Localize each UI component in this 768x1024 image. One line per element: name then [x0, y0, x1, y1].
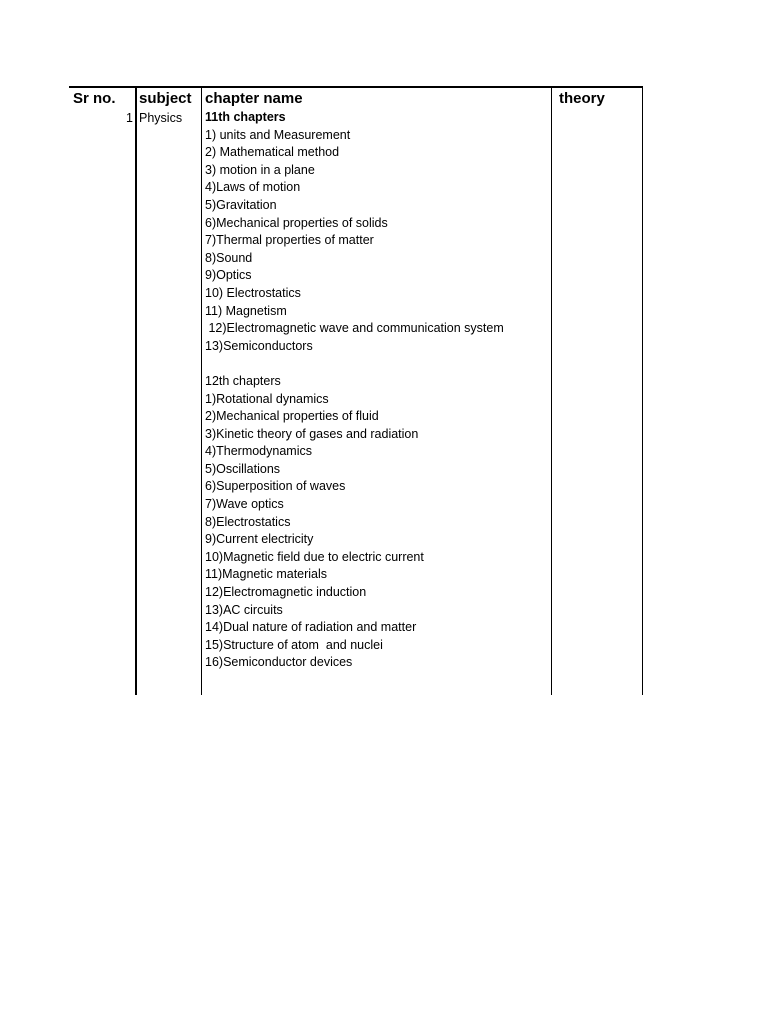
chapter-item: 8)Electrostatics — [205, 514, 291, 529]
header-chapter-name: chapter name — [205, 90, 303, 107]
chapter-item: 16)Semiconductor devices — [205, 655, 353, 670]
chapter-item: 2) Mathematical method — [205, 145, 340, 160]
chapter-item: 10) Electrostatics — [205, 285, 301, 300]
chapter-item: 5)Oscillations — [205, 461, 281, 476]
chapter-item: 8)Sound — [205, 250, 253, 265]
header-subject: subject — [139, 90, 192, 107]
chapter-item: 12)Electromagnetic induction — [205, 585, 367, 600]
chapter-item: 7)Wave optics — [205, 497, 284, 512]
chapter-item: 14)Dual nature of radiation and matter — [205, 620, 417, 635]
column-divider-subject-chapter — [201, 87, 202, 695]
chapter-item: 11th chapters — [205, 110, 286, 124]
chapter-item: 3) motion in a plane — [205, 162, 315, 177]
chapter-item: 12th chapters — [205, 373, 281, 388]
header-theory: theory — [559, 90, 605, 107]
row-subject: Physics — [139, 111, 183, 125]
chapter-item: 9)Current electricity — [205, 532, 314, 547]
chapter-item: 12)Electromagnetic wave and communication system — [205, 321, 504, 336]
column-divider-theory-end — [642, 87, 643, 695]
chapter-item: 15)Structure of atom and nuclei — [205, 637, 383, 652]
chapter-item: 4)Thermodynamics — [205, 444, 312, 459]
chapter-item: 11)Magnetic materials — [205, 567, 328, 582]
chapter-item: 11) Magnetism — [205, 303, 287, 318]
row-sr-no: 1 — [126, 111, 133, 125]
chapter-item: 6)Mechanical properties of solids — [205, 215, 388, 230]
chapter-list — [205, 109, 549, 672]
column-divider-srno-subject — [135, 87, 137, 695]
table-top-border — [69, 86, 643, 88]
chapter-item: 4)Laws of motion — [205, 180, 301, 195]
chapter-item: 6)Superposition of waves — [205, 479, 346, 494]
chapter-item: 5)Gravitation — [205, 197, 277, 212]
column-divider-chapter-theory — [551, 87, 552, 695]
chapter-item: 7)Thermal properties of matter — [205, 233, 374, 248]
chapter-item: 10)Magnetic field due to electric current — [205, 549, 424, 564]
chapter-item: 2)Mechanical properties of fluid — [205, 409, 379, 424]
chapter-item: 13)Semiconductors — [205, 338, 313, 353]
header-sr-no: Sr no. — [73, 90, 116, 107]
chapter-item: 1) units and Measurement — [205, 127, 351, 142]
chapter-item: 9)Optics — [205, 268, 252, 283]
chapter-item — [205, 355, 549, 373]
chapter-item: 1)Rotational dynamics — [205, 391, 329, 406]
chapter-item: 13)AC circuits — [205, 602, 283, 617]
chapter-item: 3)Kinetic theory of gases and radiation — [205, 426, 419, 441]
